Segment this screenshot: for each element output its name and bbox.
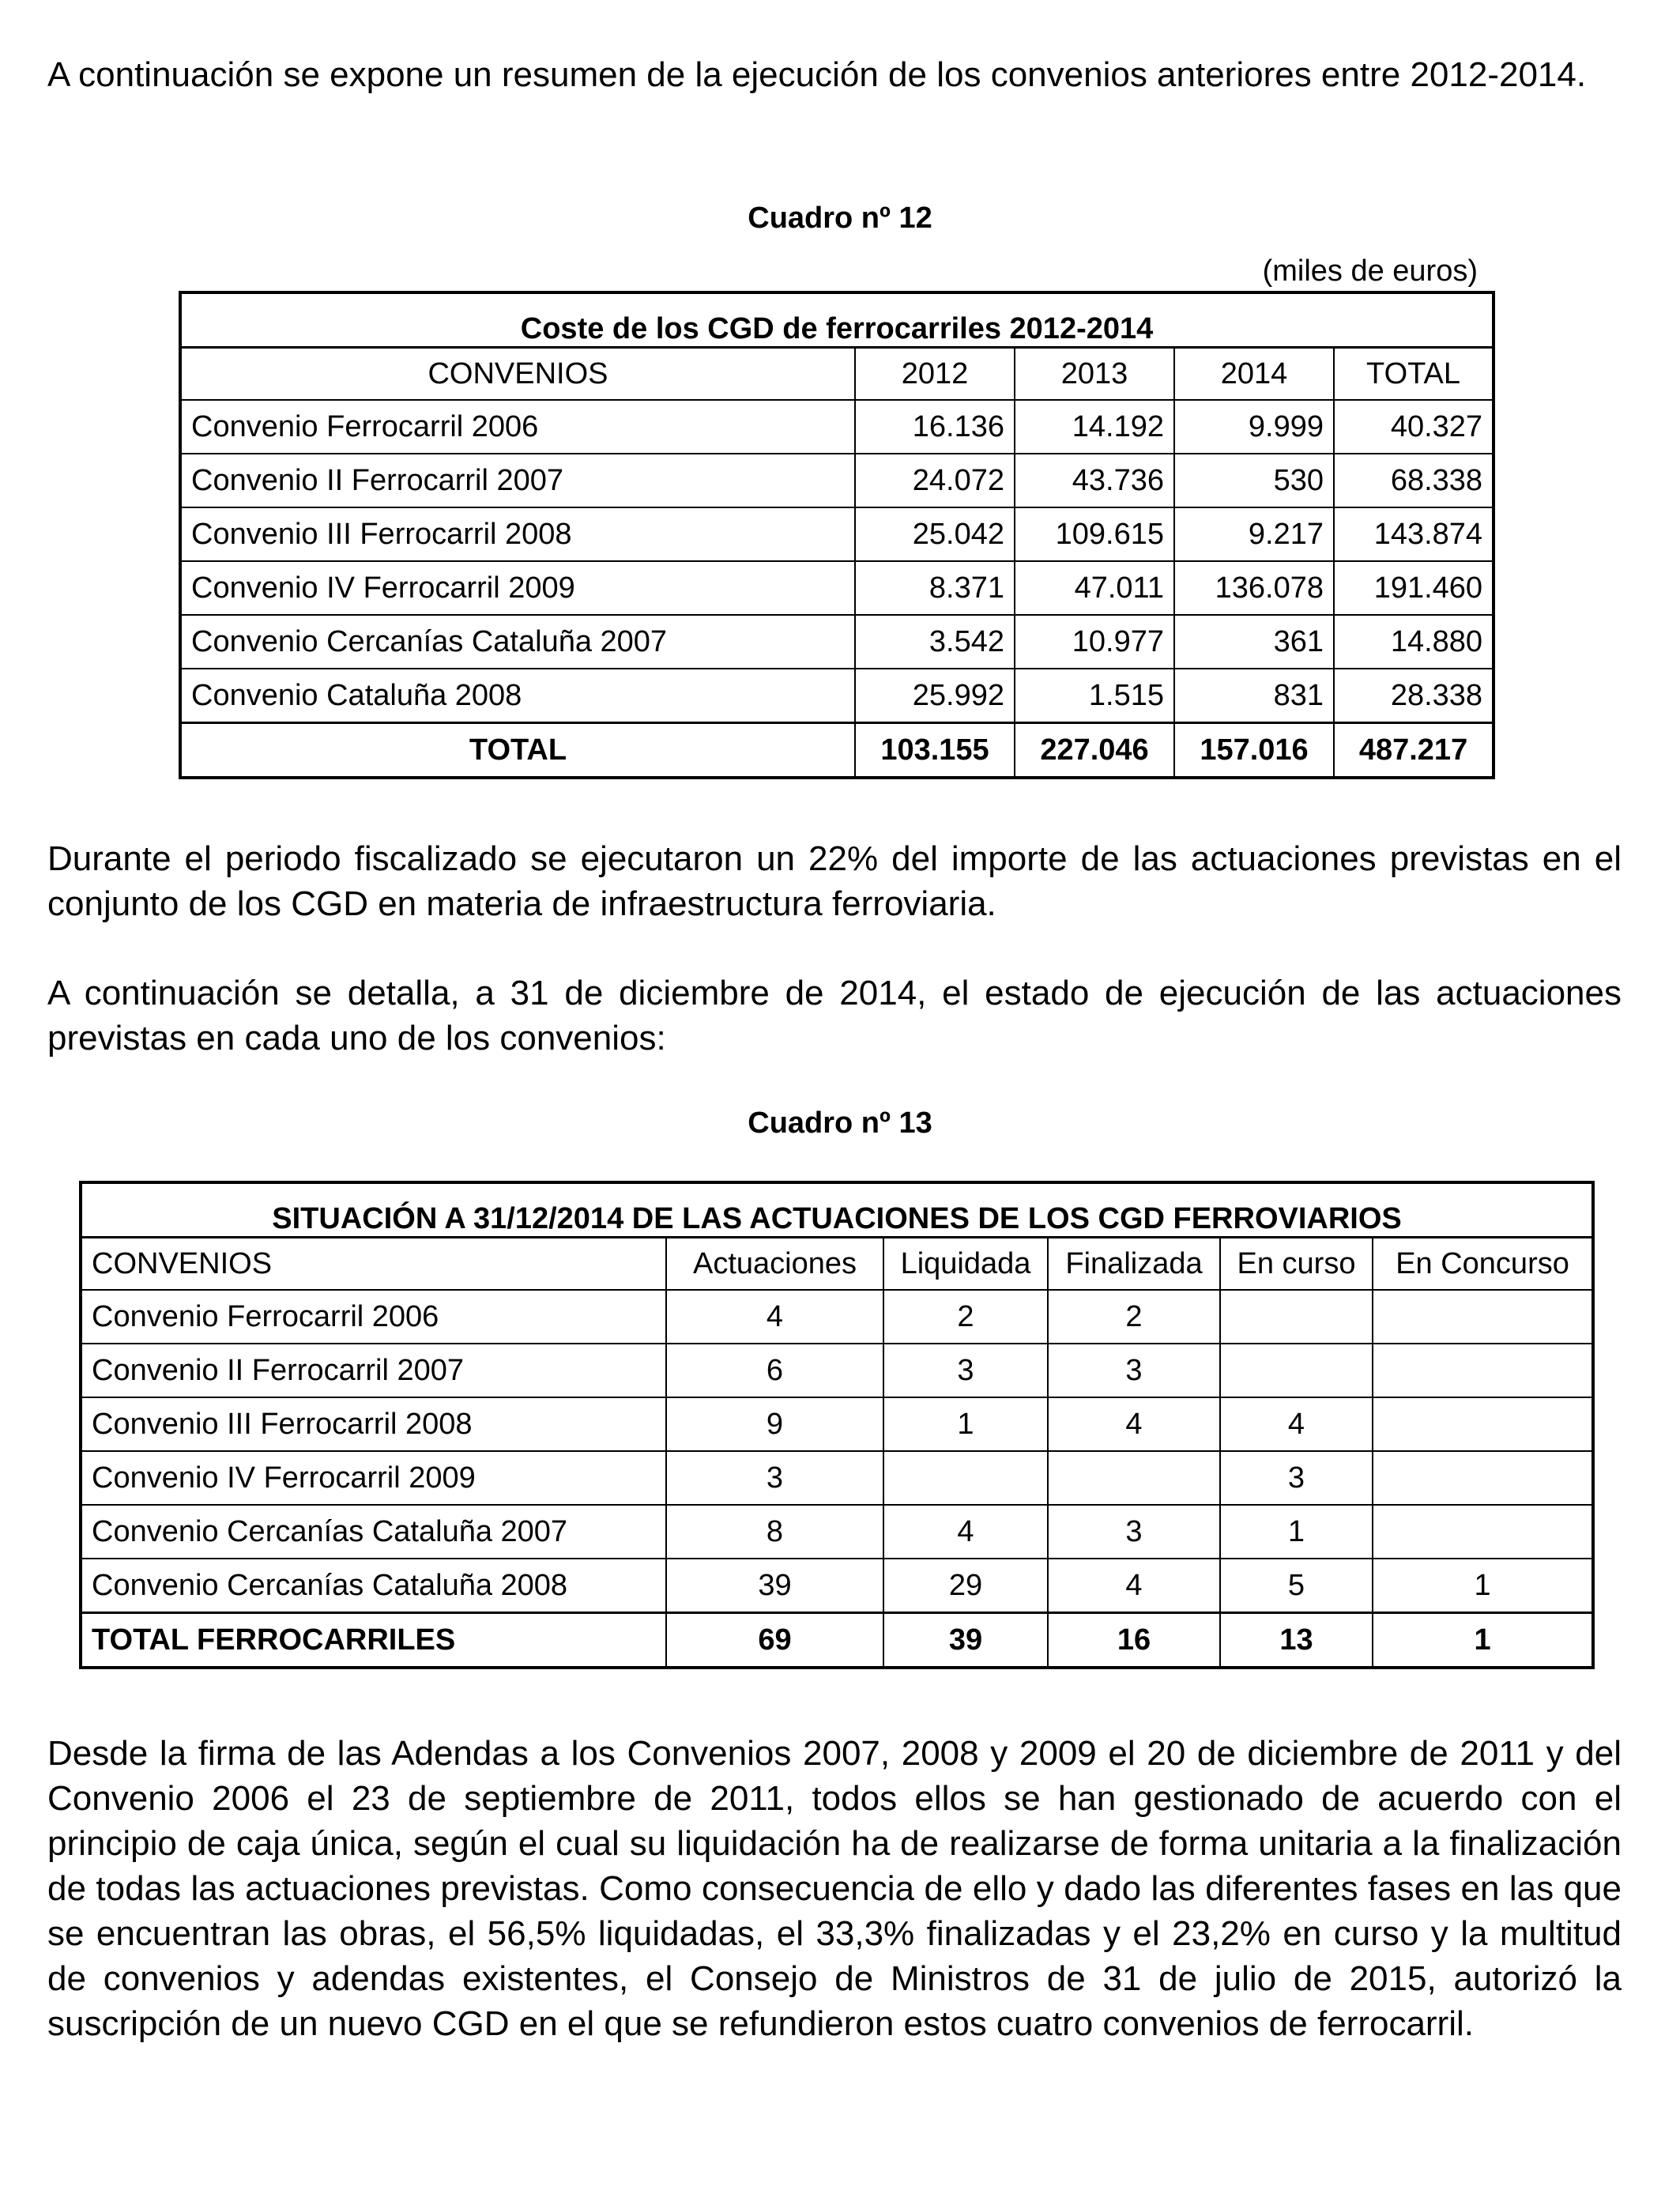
convenio-name: Convenio IV Ferrocarril 2009	[180, 561, 855, 615]
table12	[179, 291, 1495, 779]
convenio-name: Convenio II Ferrocarril 2007	[180, 454, 855, 507]
en-concurso	[1373, 1344, 1593, 1397]
value-2014: 136.078	[1174, 561, 1334, 615]
table12-caption: Cuadro nº 12	[748, 202, 932, 235]
convenio-name: Convenio III Ferrocarril 2008	[180, 507, 855, 561]
table13-header-en-concurso: En Concurso	[1373, 1238, 1593, 1291]
table-row	[81, 1344, 1593, 1397]
en-curso: 1	[1220, 1505, 1373, 1559]
table-row	[81, 1397, 1593, 1451]
liquidada: 29	[883, 1559, 1048, 1613]
en-concurso	[1373, 1290, 1593, 1344]
convenio-name: Convenio Cercanías Cataluña 2007	[81, 1505, 666, 1559]
convenio-name: Convenio III Ferrocarril 2008	[81, 1397, 666, 1451]
value-2014: 831	[1174, 669, 1334, 723]
liquidada: 3	[883, 1344, 1048, 1397]
table13-caption: Cuadro nº 13	[748, 1106, 932, 1140]
value-2012: 24.072	[855, 454, 1015, 507]
intro-paragraph: A continuación se expone un resumen de la ejecución de los convenios anteriores entre 2012-2014.	[47, 55, 1587, 94]
table-row	[180, 561, 1494, 615]
table-row	[180, 400, 1494, 454]
total-actuaciones: 69	[666, 1613, 883, 1668]
en-concurso	[1373, 1397, 1593, 1451]
table13-header-en-curso: En curso	[1220, 1238, 1373, 1291]
value-total: 68.338	[1334, 454, 1494, 507]
table12-total-row	[180, 723, 1494, 778]
finalizada: 2	[1048, 1290, 1220, 1344]
value-2014: 530	[1174, 454, 1334, 507]
en-curso: 3	[1220, 1451, 1373, 1505]
table13-header-finalizada: Finalizada	[1048, 1238, 1220, 1291]
value-2014: 361	[1174, 615, 1334, 669]
finalizada: 4	[1048, 1397, 1220, 1451]
actuaciones: 3	[666, 1451, 883, 1505]
en-curso: 5	[1220, 1559, 1373, 1613]
finalizada: 3	[1048, 1344, 1220, 1397]
table12-title: Coste de los CGD de ferrocarriles 2012-2014	[180, 292, 1494, 348]
liquidada: 2	[883, 1290, 1048, 1344]
actuaciones: 39	[666, 1559, 883, 1613]
value-2013: 14.192	[1015, 400, 1174, 454]
table13	[79, 1181, 1595, 1669]
total-2012: 103.155	[855, 723, 1015, 778]
convenio-name: Convenio Ferrocarril 2006	[81, 1290, 666, 1344]
value-2012: 25.042	[855, 507, 1015, 561]
convenio-name: Convenio Cercanías Cataluña 2008	[81, 1559, 666, 1613]
total-en-concurso: 1	[1373, 1613, 1593, 1668]
table12-header-2013: 2013	[1015, 348, 1174, 401]
value-2012: 25.992	[855, 669, 1015, 723]
convenio-name: Convenio Cercanías Cataluña 2007	[180, 615, 855, 669]
value-total: 40.327	[1334, 400, 1494, 454]
en-concurso: 1	[1373, 1559, 1593, 1613]
table13-header-liquidada: Liquidada	[883, 1238, 1048, 1291]
table12-header-total: TOTAL	[1334, 348, 1494, 401]
table12-units: (miles de euros)	[1262, 254, 1478, 288]
conclusion-paragraph: Desde la firma de las Adendas a los Convenios 2007, 2008 y 2009 el 20 de diciembre de 2011 y del Convenio 2006 el 23 de septiembre de 2011, todos ellos se han gestionado de acuerdo con el principio de caja única, según el cual su liquidación ha de realizarse de forma unitaria a la finalización de todas las actuaciones previstas. Como consecuencia de ello y dado las diferentes fases en las que se encuentran las obras, el 56,5% liquidadas, el 33,3% finalizadas y el 23,2% en curso y la multitud de convenios y adendas existentes, el Consejo de Ministros de 31 de julio de 2015, autorizó la suscripción de un nuevo CGD en el que se refundieron estos cuatro convenios de ferrocarril.	[47, 1734, 1622, 2043]
value-total: 191.460	[1334, 561, 1494, 615]
total-en-curso: 13	[1220, 1613, 1373, 1668]
convenio-name: Convenio IV Ferrocarril 2009	[81, 1451, 666, 1505]
en-curso	[1220, 1290, 1373, 1344]
finalizada: 4	[1048, 1559, 1220, 1613]
en-concurso	[1373, 1505, 1593, 1559]
total-2013: 227.046	[1015, 723, 1174, 778]
value-2012: 3.542	[855, 615, 1015, 669]
total-finalizada: 16	[1048, 1613, 1220, 1668]
total-2014: 157.016	[1174, 723, 1334, 778]
total-total: 487.217	[1334, 723, 1494, 778]
table-row	[81, 1505, 1593, 1559]
total-label: TOTAL	[180, 723, 855, 778]
value-2013: 47.011	[1015, 561, 1174, 615]
en-curso: 4	[1220, 1397, 1373, 1451]
finalizada: 3	[1048, 1505, 1220, 1559]
table13-title: SITUACIÓN A 31/12/2014 DE LAS ACTUACIONES DE LOS CGD FERROVIARIOS	[81, 1182, 1593, 1238]
table-row	[180, 615, 1494, 669]
total-liquidada: 39	[883, 1613, 1048, 1668]
execution-paragraph: Durante el periodo fiscalizado se ejecutaron un 22% del importe de las actuaciones previstas en el conjunto de los CGD en materia de infraestructura ferroviaria.	[47, 839, 1622, 923]
table13-total-row	[81, 1613, 1593, 1668]
value-2013: 109.615	[1015, 507, 1174, 561]
value-2012: 16.136	[855, 400, 1015, 454]
table-row	[180, 454, 1494, 507]
liquidada	[883, 1451, 1048, 1505]
value-2014: 9.217	[1174, 507, 1334, 561]
liquidada: 1	[883, 1397, 1048, 1451]
actuaciones: 6	[666, 1344, 883, 1397]
en-curso	[1220, 1344, 1373, 1397]
value-2013: 43.736	[1015, 454, 1174, 507]
value-2014: 9.999	[1174, 400, 1334, 454]
convenio-name: Convenio Ferrocarril 2006	[180, 400, 855, 454]
table-row	[180, 669, 1494, 723]
value-total: 28.338	[1334, 669, 1494, 723]
table12-header-2012: 2012	[855, 348, 1015, 401]
table-row	[81, 1290, 1593, 1344]
value-2013: 10.977	[1015, 615, 1174, 669]
detail-paragraph: A continuación se detalla, a 31 de diciembre de 2014, el estado de ejecución de las actuaciones previstas en cada uno de los convenios:	[47, 974, 1622, 1057]
table-row	[180, 507, 1494, 561]
liquidada: 4	[883, 1505, 1048, 1559]
table12-header-convenios: CONVENIOS	[180, 348, 855, 401]
actuaciones: 8	[666, 1505, 883, 1559]
total-label: TOTAL FERROCARRILES	[81, 1613, 666, 1668]
actuaciones: 4	[666, 1290, 883, 1344]
en-concurso	[1373, 1451, 1593, 1505]
table13-header-convenios: CONVENIOS	[81, 1238, 666, 1291]
table-row	[81, 1451, 1593, 1505]
value-total: 143.874	[1334, 507, 1494, 561]
actuaciones: 9	[666, 1397, 883, 1451]
finalizada	[1048, 1451, 1220, 1505]
convenio-name: Convenio Cataluña 2008	[180, 669, 855, 723]
value-2012: 8.371	[855, 561, 1015, 615]
table-row	[81, 1559, 1593, 1613]
table12-header-2014: 2014	[1174, 348, 1334, 401]
value-total: 14.880	[1334, 615, 1494, 669]
convenio-name: Convenio II Ferrocarril 2007	[81, 1344, 666, 1397]
table13-header-actuaciones: Actuaciones	[666, 1238, 883, 1291]
value-2013: 1.515	[1015, 669, 1174, 723]
